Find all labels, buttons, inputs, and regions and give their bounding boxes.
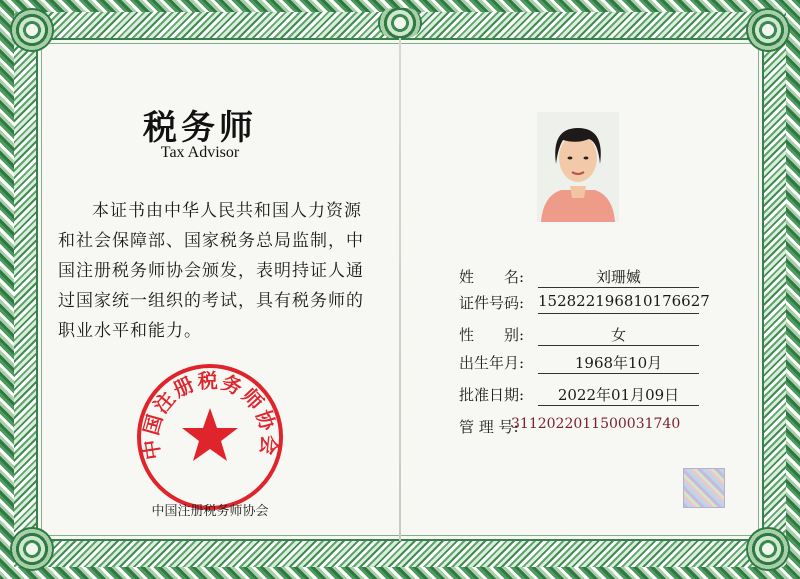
field-id-number bbox=[459, 292, 710, 316]
field-label: 姓 名: bbox=[459, 268, 525, 286]
field-birth-date bbox=[459, 352, 699, 376]
field-label: 性 别: bbox=[459, 326, 525, 344]
field-name bbox=[459, 266, 699, 290]
certificate-title: 税务师 bbox=[143, 108, 257, 148]
center-ornament-top bbox=[378, 8, 422, 38]
field-value: 女 bbox=[538, 324, 699, 346]
field-value: 2022年01月09日 bbox=[538, 384, 699, 406]
star-icon bbox=[182, 408, 238, 461]
field-gender bbox=[459, 324, 699, 348]
hologram-sticker bbox=[683, 468, 725, 508]
field-label: 批准日期: bbox=[459, 386, 525, 404]
field-value: 152822196810176627 bbox=[538, 292, 699, 314]
field-value: 刘珊媙 bbox=[538, 266, 699, 288]
field-label: 出生年月: bbox=[459, 354, 525, 372]
field-label: 管 理 号: bbox=[459, 418, 519, 436]
field-value: 1968年10月 bbox=[538, 352, 699, 374]
certificate-subtitle: Tax Advisor bbox=[160, 144, 240, 161]
serial-number: 3112022011500031740 bbox=[511, 416, 681, 432]
corner-ornament-bottom-left bbox=[10, 527, 54, 571]
seal-organization: 中国注册税务师协会 bbox=[151, 504, 269, 519]
holder-photo bbox=[537, 112, 619, 222]
field-label: 证件号码: bbox=[459, 294, 525, 312]
official-seal bbox=[135, 362, 285, 512]
corner-ornament-top-left bbox=[10, 8, 54, 52]
corner-ornament-bottom-right bbox=[746, 527, 790, 571]
corner-ornament-top-right bbox=[746, 8, 790, 52]
field-approval-date bbox=[459, 384, 699, 408]
certificate-description: 本证书由中华人民共和国人力资源和社会保障部、国家税务总局监制，中国注册税务师协会颁发，表明持证人通过国家统一组织的考试，具有税务师的职业水平和能力。 bbox=[58, 201, 364, 341]
field-serial-number bbox=[459, 416, 699, 440]
seal-ring-text: 中国注册税务师协会 bbox=[138, 368, 282, 462]
page-fold bbox=[399, 38, 401, 541]
